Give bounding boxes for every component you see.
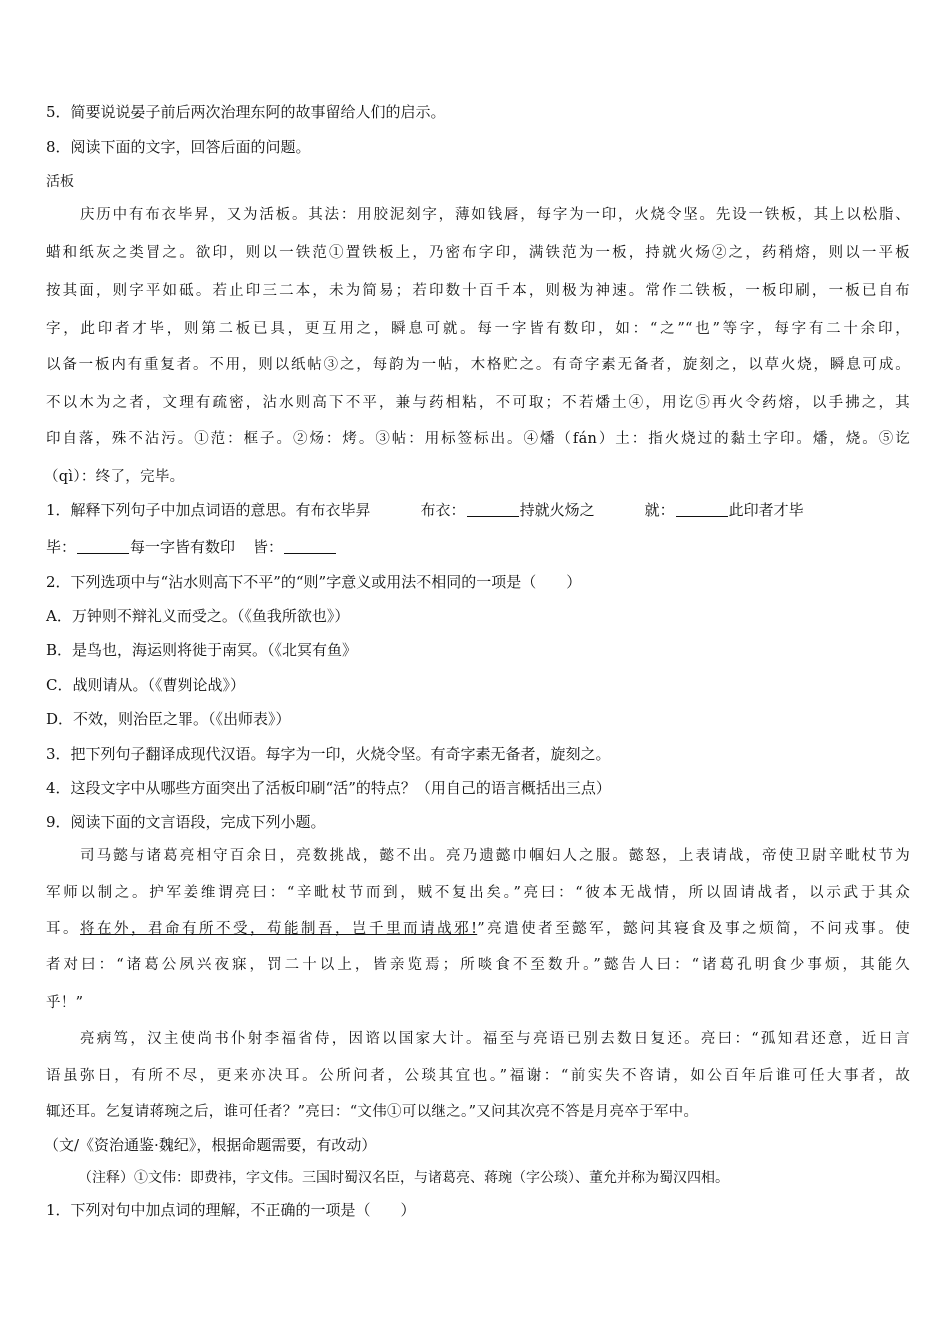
answer-blank[interactable] (467, 502, 519, 517)
item-sentence: 持就火炀之 (519, 501, 595, 519)
passage-line: 不以木为之者，文理有疏密，沾水则高下不平，兼与药相粘，不可取；不若燔土④，用讫⑤再火令药熔，以手拂之，其 (46, 395, 910, 411)
answer-blank[interactable] (676, 502, 728, 517)
passage2-line: 辄还耳。乞复请蒋琬之后，谁可任者？”亮曰：“文伟①可以继之。”又问其次亮不答是月亮卒于军中。 (46, 1104, 699, 1120)
item-sentence: 此印者才毕 (728, 501, 804, 519)
passage-line: 按其面，则字平如砥。若止印三二本，未为简易；若印数十百千本，则极为神速。常作二铁板，一板印刷，一板已自布 (46, 283, 910, 299)
item-label: 布衣： (420, 501, 466, 519)
question-1-huoban (46, 500, 910, 520)
option-b: B．是鸟也，海运则将徙于南冥。（《北冥有鱼》 (46, 641, 358, 659)
passage-line: 以备一板内有重复者。不用，则以纸帖③之，每韵为一帖，木格贮之。有奇字素无备者，旋刻之，以草火烧，瞬息可成。 (46, 357, 910, 373)
option-d: D．不效，则治臣之罪。（《出师表》） (46, 710, 291, 728)
option-c: C．战则请从。（《曹刿论战》） (46, 676, 245, 694)
passage-line: 印自落，殊不沾污。①范：框子。②炀：烤。③帖：用标签标出。④燔（fán）土：指火烧过的黏土字印。燔，烧。⑤讫 (46, 431, 910, 447)
passage-line: 庆历中有布衣毕昇，又为活板。其法：用胶泥刻字，薄如钱唇，每字为一印，火烧令坚。先设一铁板，其上以松脂、 (80, 207, 910, 223)
question-2-huoban: 2．下列选项中与“沾水则高下不平”的“则”字意义或用法不相同的一项是（ ） (46, 573, 582, 591)
text-segment: 耳。 (46, 921, 81, 937)
passage2-source: （文/《资治通鉴·魏纪》，根据命题需要，有改动） (44, 1136, 377, 1154)
passage2-note: （注释）①文伟：即费祎，字文伟。三国时蜀汉名臣，与诸葛亮、蒋琬（字公琰）、董允并称为蜀汉四相。 (78, 1170, 729, 1186)
question-8: 8．阅读下面的文字，回答后面的问题。 (46, 138, 311, 156)
passage2-line: 司马懿与诸葛亮相守百余日，亮数挑战，懿不出。亮乃遗懿巾帼妇人之服。懿怒，上表请战，帝使卫尉辛毗杖节为 (80, 848, 910, 864)
passage2-line: 者对曰：“诸葛公夙兴夜寐，罚二十以上，皆亲览焉；所啖食不至数升。”懿告人曰：“诸葛孔明食少事烦，其能久 (46, 957, 910, 973)
question-4-huoban: 4．这段文字中从哪些方面突出了活板印刷“活”的特点？（用自己的语言概括出三点） (46, 779, 611, 797)
answer-blank[interactable] (77, 539, 129, 554)
question-3-huoban: 3．把下列句子翻译成现代汉语。每字为一印，火烧令坚。有奇字素无备者，旋刻之。 (46, 745, 611, 763)
option-a: A．万钟则不辩礼义而受之。（《鱼我所欲也》） (46, 607, 350, 625)
item-label: 就： (644, 501, 675, 519)
passage2-line: 亮病笃，汉主使尚书仆射李福省侍，因谘以国家大计。福至与亮语已别去数日复还。亮曰：“孤知君还意，近日言 (80, 1031, 910, 1047)
passage2-line (46, 919, 910, 939)
question-5: 5．简要说说晏子前后两次治理东阿的故事留给人们的启示。 (46, 103, 446, 121)
question-1-passage2: 1．下列对句中加点词的理解，不正确的一项是（ ） (46, 1201, 416, 1219)
text-segment: ”亮遣使者至懿军，懿问其寝食及事之烦简，不问戎事。使 (477, 921, 910, 937)
passage-line: （qì）：终了，完毕。 (44, 469, 185, 485)
question-1-huoban-cont (46, 537, 910, 557)
passage-line: 字，此印者才毕，则第二板已具，更互用之，瞬息可就。每一字皆有数印，如：“之”“也”等字，每字有二十余印， (46, 321, 910, 337)
passage2-line: 语虽弥日，有所不尽，更来亦决耳。公所问者，公琰其宜也。”福谢：“前实失不咨请，如公百年后谁可任大事者，故 (46, 1068, 910, 1084)
passage2-line: 乎！” (46, 995, 84, 1011)
item-sentence: 每一字皆有数印 (130, 538, 236, 556)
passage-title: 活板 (46, 174, 74, 190)
question-9: 9．阅读下面的文言语段，完成下列小题。 (46, 813, 326, 831)
question-stem: 1．解释下列句子中加点词语的意思。有布衣毕昇 (46, 501, 371, 519)
item-label: 毕： (46, 538, 77, 556)
underlined-sentence: 将在外，君命有所不受，苟能制吾，岂千里而请战邪! (80, 921, 478, 937)
passage2-line: 军师以制之。护军姜维谓亮曰：“辛毗杖节而到，贼不复出矣。”亮曰：“彼本无战情，所以固请战者，以示武于其众 (46, 885, 910, 901)
item-label: 皆： (253, 538, 284, 556)
passage-line: 蜡和纸灰之类冒之。欲印，则以一铁范①置铁板上，乃密布字印，满铁范为一板，持就火炀②之，药稍熔，则以一平板 (46, 245, 910, 261)
answer-blank[interactable] (284, 539, 336, 554)
